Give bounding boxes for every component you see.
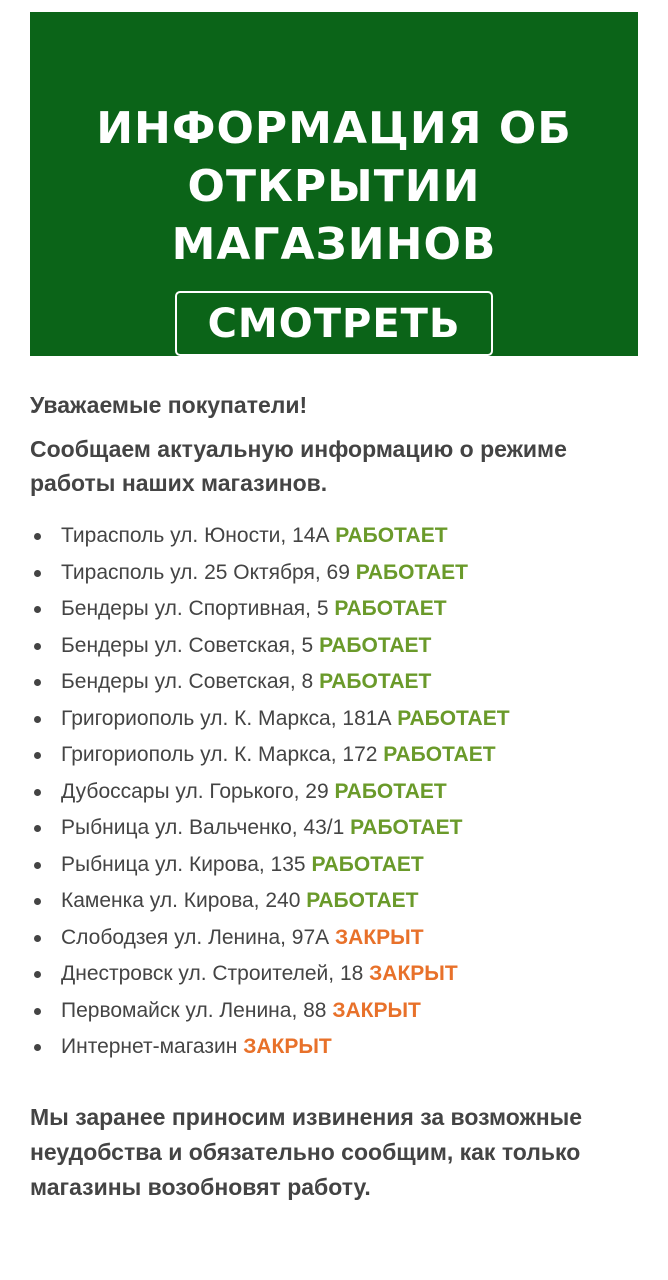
store-item — [30, 628, 650, 665]
store-address: Григориополь ул. К. Маркса, 181А — [61, 706, 392, 730]
store-status: РАБОТАЕТ — [397, 706, 510, 730]
store-list — [30, 518, 650, 1066]
bullet-icon — [34, 935, 41, 942]
store-opening-banner[interactable] — [30, 12, 638, 356]
store-address: Тирасполь ул. Юности, 14А — [61, 524, 330, 547]
store-item — [30, 810, 650, 847]
store-address: Григориополь ул. К. Маркса, 172 — [61, 743, 378, 766]
bullet-icon — [34, 570, 41, 577]
store-item — [30, 664, 650, 701]
greeting-text: Уважаемые покупатели! — [30, 392, 308, 418]
store-item — [30, 1029, 650, 1066]
store-status: РАБОТАЕТ — [383, 743, 496, 766]
store-status: РАБОТАЕТ — [355, 560, 468, 584]
store-address: Бендеры ул. Спортивная, 5 — [61, 597, 329, 620]
store-status: РАБОТАЕТ — [306, 889, 419, 912]
store-item — [30, 883, 650, 920]
closing-text: Мы заранее приносим извинения за возможные неудобства и обязательно сообщим, как только магазины возобновят работу. — [30, 1103, 583, 1200]
bullet-icon — [34, 898, 41, 905]
store-item — [30, 518, 650, 555]
store-item — [30, 591, 650, 628]
store-address: Днестровск ул. Строителей, 18 — [61, 962, 364, 985]
bullet-icon — [34, 789, 41, 796]
store-address: Каменка ул. Кирова, 240 — [61, 889, 301, 912]
store-status: РАБОТАЕТ — [319, 633, 432, 657]
intro-text: Сообщаем актуальную информацию о режиме работы наших магазинов. — [30, 436, 567, 496]
store-status: РАБОТАЕТ — [350, 816, 463, 839]
bullet-icon — [34, 1008, 41, 1015]
store-address: Рыбница ул. Вальченко, 43/1 — [61, 816, 345, 839]
store-status: РАБОТАЕТ — [335, 524, 448, 547]
store-status: РАБОТАЕТ — [311, 852, 424, 876]
bullet-icon — [34, 1044, 41, 1051]
bullet-icon — [34, 862, 41, 869]
store-item — [30, 774, 650, 811]
bullet-icon — [34, 716, 41, 723]
store-address: Дубоссары ул. Горького, 29 — [61, 779, 329, 803]
store-address: Первомайск ул. Ленина, 88 — [61, 998, 327, 1022]
bullet-icon — [34, 752, 41, 759]
store-status: РАБОТАЕТ — [334, 597, 447, 620]
bullet-icon — [34, 606, 41, 613]
store-address: Рыбница ул. Кирова, 135 — [61, 852, 306, 876]
bullet-icon — [34, 643, 41, 650]
store-address: Интернет-магазин — [61, 1035, 238, 1058]
store-status: ЗАКРЫТ — [332, 998, 421, 1022]
store-status: ЗАКРЫТ — [369, 962, 458, 985]
store-item — [30, 737, 650, 774]
store-address: Тирасполь ул. 25 Октября, 69 — [61, 560, 350, 584]
store-status: РАБОТАЕТ — [334, 779, 447, 803]
store-item — [30, 847, 650, 884]
article-content — [30, 388, 650, 1205]
store-item — [30, 956, 650, 993]
banner-title: ИНФОРМАЦИЯ ОБ ОТКРЫТИИ МАГАЗИНОВ — [96, 103, 572, 270]
bullet-icon — [34, 679, 41, 686]
bullet-icon — [34, 533, 41, 540]
bullet-icon — [34, 825, 41, 832]
store-item — [30, 993, 650, 1030]
store-status: ЗАКРЫТ — [335, 925, 424, 949]
store-item — [30, 555, 650, 592]
store-status: РАБОТАЕТ — [319, 670, 432, 693]
store-address: Бендеры ул. Советская, 8 — [61, 670, 314, 693]
view-button[interactable]: СМОТРЕТЬ — [175, 291, 493, 356]
store-address: Слободзея ул. Ленина, 97А — [61, 925, 330, 949]
bullet-icon — [34, 971, 41, 978]
store-status: ЗАКРЫТ — [243, 1035, 332, 1058]
store-item — [30, 701, 650, 738]
store-address: Бендеры ул. Советская, 5 — [61, 633, 314, 657]
store-item — [30, 920, 650, 957]
